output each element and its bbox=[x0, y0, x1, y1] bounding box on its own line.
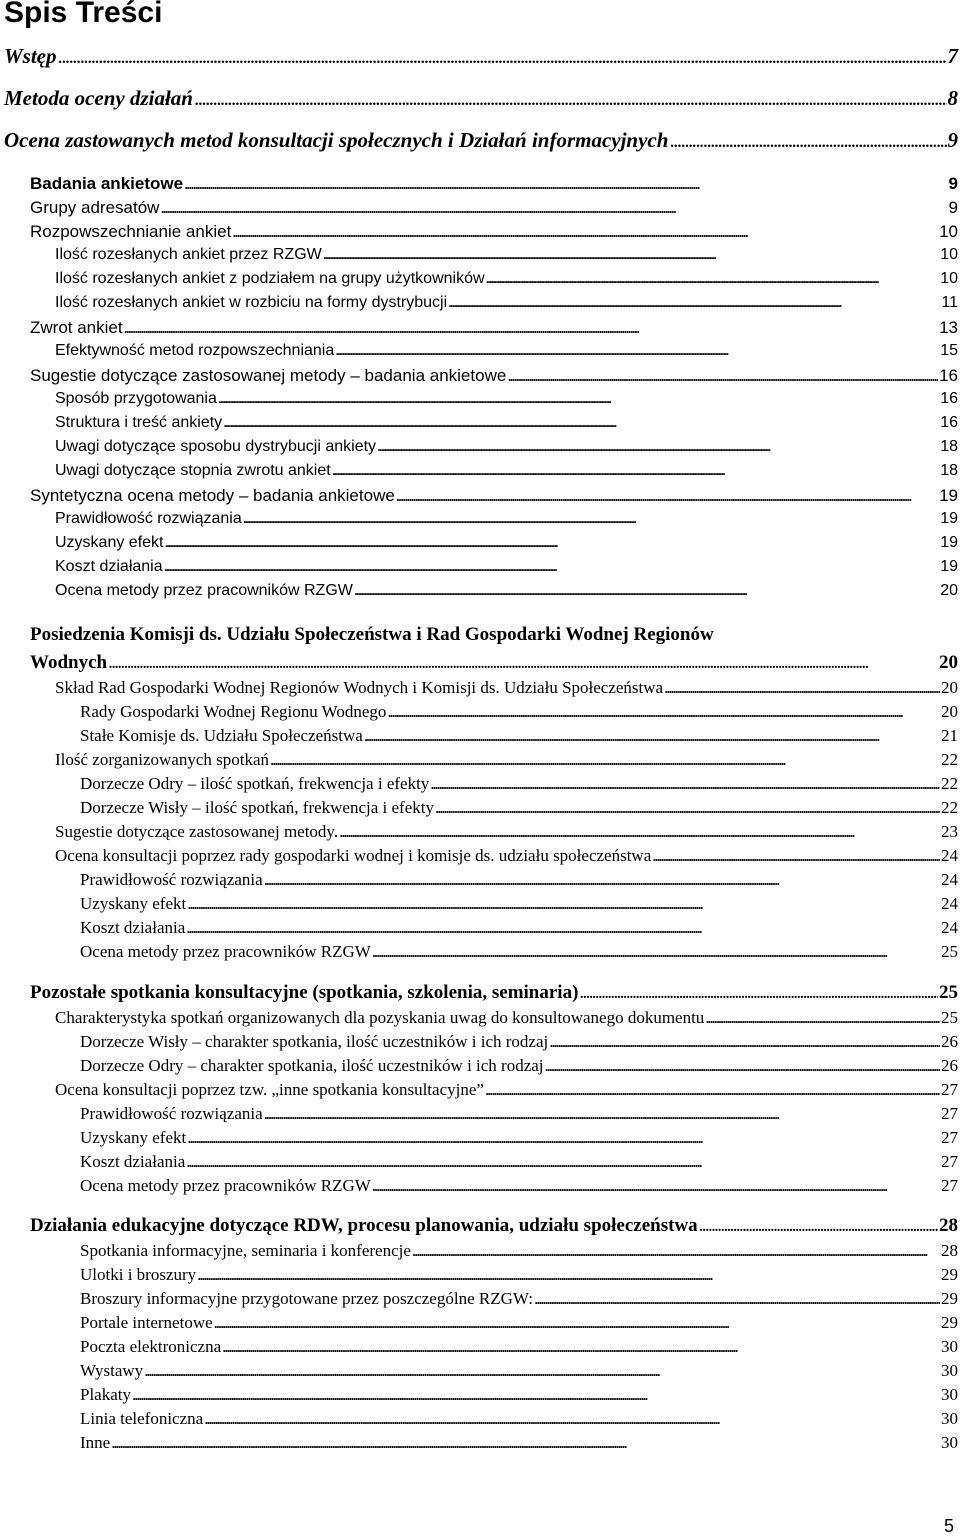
toc-entry-title: Dorzecze Wisły – ilość spotkań, frekwencja i efekty bbox=[80, 798, 434, 817]
toc-entry-title: Ocena konsultacji poprzez tzw. „inne spotkania konsultacyjne” bbox=[55, 1080, 484, 1099]
toc-leader-dots bbox=[323, 246, 939, 264]
toc-entry-title: Wstęp bbox=[4, 44, 57, 68]
toc-entry-title: Efektywność metod rozpowszechniania bbox=[55, 342, 335, 359]
toc-leader-dots bbox=[194, 86, 947, 111]
toc-entry[interactable] bbox=[80, 918, 958, 942]
toc-entry-title: Zwrot ankiet bbox=[30, 318, 123, 337]
toc-leader-dots bbox=[652, 846, 940, 866]
toc-page-number: 18 bbox=[940, 462, 958, 479]
toc-entry-title: Syntetyczna ocena metody – badania ankietowe bbox=[30, 486, 395, 505]
toc-entry-title: Sposób przygotowania bbox=[55, 390, 217, 407]
toc-page-number: 10 bbox=[940, 246, 958, 263]
toc-leader-dots bbox=[58, 44, 947, 69]
toc-leader-dots bbox=[412, 1241, 940, 1261]
toc-leader-dots bbox=[186, 918, 940, 938]
toc-entry-title: Struktura i treść ankiety bbox=[55, 414, 223, 431]
toc-page-number: 27 bbox=[941, 1080, 958, 1099]
toc-entry[interactable] bbox=[55, 438, 958, 462]
toc-page-number: 30 bbox=[941, 1361, 958, 1380]
toc-page-number: 16 bbox=[940, 390, 958, 407]
toc-page-number: 23 bbox=[941, 822, 958, 841]
toc-page-number: 28 bbox=[939, 1215, 958, 1236]
toc-leader-dots bbox=[222, 1337, 940, 1357]
toc-entry-title: Skład Rad Gospodarki Wodnej Regionów Wodnych i Komisji ds. Udziału Społeczeństwa bbox=[55, 678, 664, 697]
toc-entry-title: Uzyskany efekt bbox=[55, 534, 164, 551]
toc-leader-dots bbox=[485, 1080, 940, 1100]
toc-entry[interactable] bbox=[80, 894, 958, 918]
toc-entry[interactable] bbox=[55, 246, 958, 270]
toc-entry[interactable] bbox=[55, 534, 958, 558]
toc-page-number: 19 bbox=[939, 486, 958, 505]
toc-entry-title: Sugestie dotyczące zastosowanej metody – badania ankietowe bbox=[30, 366, 507, 385]
toc-entry-title: Koszt działania bbox=[80, 918, 186, 937]
toc-leader-dots bbox=[264, 1104, 940, 1124]
toc-leader-dots bbox=[186, 1152, 940, 1172]
toc-entry[interactable] bbox=[80, 1409, 958, 1433]
toc-page-number: 20 bbox=[941, 702, 958, 721]
toc-entry-title: Uwagi dotyczące stopnia zwrotu ankiet bbox=[55, 462, 331, 479]
toc-page-number: 16 bbox=[940, 414, 958, 431]
toc-entry[interactable] bbox=[80, 1433, 958, 1457]
toc-entry[interactable] bbox=[30, 222, 958, 246]
toc-leader-dots bbox=[223, 414, 939, 432]
toc-page-number: 26 bbox=[941, 1056, 958, 1075]
toc-entry-title: Grupy adresatów bbox=[30, 198, 160, 217]
toc-page-number: 18 bbox=[940, 438, 958, 455]
toc-entry[interactable] bbox=[80, 1313, 958, 1337]
toc-entry[interactable] bbox=[4, 128, 958, 158]
toc-leader-dots bbox=[332, 462, 940, 480]
toc-entry[interactable] bbox=[80, 702, 958, 726]
toc-page-number: 13 bbox=[939, 318, 958, 337]
toc-entry[interactable] bbox=[30, 174, 958, 198]
toc-entry[interactable] bbox=[30, 982, 958, 1008]
toc-page-number: 26 bbox=[941, 1032, 958, 1051]
toc-page-number: 10 bbox=[939, 222, 958, 241]
toc-leader-dots bbox=[187, 894, 940, 914]
toc-entry-title: Wystawy bbox=[80, 1361, 144, 1380]
toc-entry[interactable] bbox=[55, 582, 958, 606]
toc-page-number: 29 bbox=[941, 1313, 958, 1332]
toc-entry-title: Uzyskany efekt bbox=[80, 894, 187, 913]
toc-entry-title: Pozostałe spotkania konsultacyjne (spotkania, szkolenia, seminaria) bbox=[30, 982, 579, 1003]
toc-entry[interactable] bbox=[80, 1128, 958, 1152]
toc-leader-dots bbox=[144, 1361, 940, 1381]
toc-page-number: 15 bbox=[940, 342, 958, 359]
toc-page-number: 22 bbox=[941, 798, 958, 817]
toc-entry-title: Rozpowszechnianie ankiet bbox=[30, 222, 232, 241]
toc-leader-dots bbox=[197, 1265, 940, 1285]
toc-entry[interactable] bbox=[30, 318, 958, 342]
toc-entry[interactable] bbox=[55, 1008, 958, 1032]
toc-page-number: 20 bbox=[939, 652, 958, 673]
toc-leader-dots bbox=[396, 486, 938, 506]
toc-leader-dots bbox=[264, 870, 940, 890]
toc-entry-title: Działania edukacyjne dotyczące RDW, procesu planowania, udziału społeczeństwa bbox=[30, 1215, 698, 1236]
toc-leader-dots bbox=[364, 726, 940, 746]
toc-entry-title: Ilość rozesłanych ankiet w rozbiciu na formy dystrybucji bbox=[55, 294, 448, 311]
toc-page-number: 19 bbox=[940, 510, 958, 527]
toc-leader-dots bbox=[534, 1289, 940, 1309]
toc-leader-dots bbox=[187, 1128, 940, 1148]
toc-page-number: 25 bbox=[939, 982, 958, 1003]
toc-page-number: 24 bbox=[941, 846, 958, 865]
toc-entry[interactable] bbox=[80, 1361, 958, 1385]
toc-entry[interactable] bbox=[80, 942, 958, 966]
toc-entry[interactable] bbox=[30, 198, 958, 222]
toc-leader-dots bbox=[387, 702, 940, 722]
toc-leader-dots bbox=[335, 342, 939, 360]
toc-entry[interactable] bbox=[55, 822, 958, 846]
toc-entry-title: Sugestie dotyczące zastosowanej metody. bbox=[55, 822, 339, 841]
toc-entry-title: Dorzecze Odry – ilość spotkań, frekwencja i efekty bbox=[80, 774, 430, 793]
toc-page-number: 24 bbox=[941, 918, 958, 937]
toc-entry[interactable] bbox=[55, 270, 958, 294]
toc-entry[interactable] bbox=[80, 1104, 958, 1128]
toc-entry[interactable] bbox=[80, 1265, 958, 1289]
toc-leader-dots bbox=[204, 1409, 940, 1429]
toc-entry[interactable] bbox=[4, 86, 958, 116]
page-title: Spis Treści bbox=[4, 0, 163, 29]
toc-page-number: 30 bbox=[941, 1385, 958, 1404]
toc-leader-dots bbox=[372, 942, 940, 962]
toc-page-number: 19 bbox=[940, 558, 958, 575]
toc-leader-dots bbox=[669, 128, 946, 153]
toc-entry-title: Ocena metody przez pracowników RZGW bbox=[80, 1176, 371, 1195]
toc-leader-dots bbox=[430, 774, 940, 794]
toc-entry[interactable] bbox=[80, 1032, 958, 1056]
toc-entry-title: Spotkania informacyjne, seminaria i konferencje bbox=[80, 1241, 411, 1260]
toc-leader-dots bbox=[132, 1385, 940, 1405]
toc-leader-dots bbox=[243, 510, 939, 528]
toc-page-number: 19 bbox=[940, 534, 958, 551]
page-number: 5 bbox=[943, 1516, 954, 1536]
toc-entry[interactable] bbox=[55, 510, 958, 534]
toc-leader-dots bbox=[270, 750, 940, 770]
toc-entry[interactable] bbox=[80, 726, 958, 750]
toc-entry[interactable] bbox=[55, 678, 958, 702]
toc-entry[interactable] bbox=[80, 1176, 958, 1200]
toc-entry[interactable] bbox=[55, 846, 958, 870]
toc-entry-title: Charakterystyka spotkań organizowanych dla pozyskania uwag do konsultowanego dokumentu bbox=[55, 1008, 705, 1027]
toc-entry-title: Portale internetowe bbox=[80, 1313, 213, 1332]
toc-leader-dots bbox=[507, 366, 938, 386]
toc-entry-title: Ocena metody przez pracowników RZGW bbox=[80, 942, 371, 961]
toc-entry[interactable] bbox=[55, 390, 958, 414]
toc-leader-dots bbox=[160, 198, 947, 218]
toc-leader-dots bbox=[377, 438, 939, 456]
toc-page-number: 30 bbox=[941, 1337, 958, 1356]
toc-leader-dots bbox=[339, 822, 940, 842]
toc-entry[interactable] bbox=[55, 558, 958, 582]
toc-page-number: 11 bbox=[941, 294, 958, 311]
toc-page-number: 24 bbox=[941, 894, 958, 913]
toc-leader-dots bbox=[354, 582, 939, 600]
toc-entry[interactable] bbox=[80, 1241, 958, 1265]
toc-leader-dots bbox=[164, 558, 940, 576]
toc-entry-title: Ocena konsultacji poprzez rady gospodarki wodnej i komisje ds. udziału społeczeństwa bbox=[55, 846, 652, 865]
toc-entry-title: Uzyskany efekt bbox=[80, 1128, 187, 1147]
toc-entry[interactable] bbox=[30, 652, 958, 678]
toc-page-number: 9 bbox=[948, 174, 958, 193]
toc-entry[interactable] bbox=[80, 798, 958, 822]
toc-leader-dots bbox=[111, 1433, 940, 1453]
toc-leader-dots bbox=[435, 798, 940, 818]
toc-entry-title: Dorzecze Wisły – charakter spotkania, ilość uczestników i ich rodzaj bbox=[80, 1032, 549, 1051]
toc-page-number: 25 bbox=[941, 1008, 958, 1027]
toc-entry[interactable] bbox=[80, 774, 958, 798]
toc-page-number: 27 bbox=[941, 1104, 958, 1123]
toc-entry[interactable] bbox=[55, 462, 958, 486]
toc-leader-dots bbox=[184, 174, 947, 194]
toc-page-number: 24 bbox=[941, 870, 958, 889]
toc-leader-dots bbox=[705, 1008, 940, 1028]
toc-page-number: 29 bbox=[941, 1265, 958, 1284]
toc-entry[interactable] bbox=[55, 1080, 958, 1104]
toc-entry-title: Ilość zorganizowanych spotkań bbox=[55, 750, 270, 769]
toc-page-number: 16 bbox=[939, 366, 958, 385]
toc-page-number: 20 bbox=[940, 582, 958, 599]
toc-leader-dots bbox=[124, 318, 938, 338]
toc-entry-title: Metoda oceny działań bbox=[4, 86, 193, 110]
toc-leader-dots bbox=[545, 1056, 940, 1076]
toc-entry-title: Koszt działania bbox=[55, 558, 163, 575]
toc-entry[interactable] bbox=[80, 1289, 958, 1313]
toc-entry[interactable] bbox=[30, 366, 958, 390]
toc-leader-dots bbox=[579, 982, 938, 1004]
toc-leader-dots bbox=[699, 1215, 938, 1237]
toc-entry-title: Inne bbox=[80, 1433, 111, 1452]
toc-page-number: 8 bbox=[947, 86, 958, 110]
toc-entry-wrapped-first-line[interactable]: Posiedzenia Komisji ds. Udziału Społeczeństwa i Rad Gospodarki Wodnej Regionów bbox=[30, 624, 714, 645]
toc-entry-title: Badania ankietowe bbox=[30, 174, 184, 193]
toc-page-number: 10 bbox=[940, 270, 958, 287]
toc-entry[interactable] bbox=[80, 1152, 958, 1176]
toc-entry-title: Prawidłowość rozwiązania bbox=[55, 510, 242, 527]
toc-page-number: 20 bbox=[941, 678, 958, 697]
toc-entry-title: Dorzecze Odry – charakter spotkania, ilość uczestników i ich rodzaj bbox=[80, 1056, 544, 1075]
toc-page-number: 7 bbox=[947, 44, 958, 68]
toc-entry[interactable] bbox=[55, 342, 958, 366]
toc-leader-dots bbox=[108, 652, 938, 674]
toc-entry-title: Linia telefoniczna bbox=[80, 1409, 204, 1428]
toc-entry[interactable] bbox=[80, 1337, 958, 1361]
toc-leader-dots bbox=[549, 1032, 940, 1052]
toc-leader-dots bbox=[664, 678, 940, 698]
toc-entry[interactable] bbox=[55, 750, 958, 774]
toc-entry-title: Uwagi dotyczące sposobu dystrybucji ankiety bbox=[55, 438, 377, 455]
toc-leader-dots bbox=[218, 390, 939, 408]
toc-page-number: 27 bbox=[941, 1128, 958, 1147]
toc-entry-title: Ilość rozesłanych ankiet przez RZGW bbox=[55, 246, 322, 263]
toc-page-number: 9 bbox=[948, 198, 958, 217]
toc-page-number: 9 bbox=[947, 128, 958, 152]
toc-page-number: 22 bbox=[941, 750, 958, 769]
toc-entry-title: Poczta elektroniczna bbox=[80, 1337, 222, 1356]
toc-entry[interactable] bbox=[80, 1385, 958, 1409]
toc-page-number: 30 bbox=[941, 1433, 958, 1452]
toc-entry[interactable] bbox=[30, 486, 958, 510]
toc-entry[interactable] bbox=[55, 414, 958, 438]
toc-entry-title: Stałe Komisje ds. Udziału Społeczeństwa bbox=[80, 726, 363, 745]
toc-page-number: 22 bbox=[941, 774, 958, 793]
toc-leader-dots bbox=[214, 1313, 940, 1333]
toc-page-number: 29 bbox=[941, 1289, 958, 1308]
toc-entry-title: Ocena zastowanych metod konsultacji społecznych i Działań informacyjnych bbox=[4, 128, 669, 152]
toc-leader-dots bbox=[372, 1176, 940, 1196]
toc-entry[interactable] bbox=[80, 870, 958, 894]
toc-entry-title: Koszt działania bbox=[80, 1152, 186, 1171]
toc-entry[interactable] bbox=[55, 294, 958, 318]
toc-entry-title: Wodnych bbox=[30, 652, 108, 673]
toc-entry-title: Rady Gospodarki Wodnej Regionu Wodnego bbox=[80, 702, 387, 721]
toc-leader-dots bbox=[164, 534, 939, 552]
toc-entry-title: Ilość rozesłanych ankiet z podziałem na grupy użytkowników bbox=[55, 270, 485, 287]
toc-page-number: 27 bbox=[941, 1176, 958, 1195]
toc-page-number: 30 bbox=[941, 1409, 958, 1428]
toc-entry-title: Ulotki i broszury bbox=[80, 1265, 197, 1284]
toc-entry-title: Ocena metody przez pracowników RZGW bbox=[55, 582, 353, 599]
toc-entry-title: Broszury informacyjne przygotowane przez poszczególne RZGW: bbox=[80, 1289, 533, 1308]
toc-entry[interactable] bbox=[80, 1056, 958, 1080]
toc-entry-title: Prawidłowość rozwiązania bbox=[80, 1104, 263, 1123]
toc-page-number: 25 bbox=[941, 942, 958, 961]
toc-entry[interactable] bbox=[30, 1215, 958, 1241]
toc-page-number: 27 bbox=[941, 1152, 958, 1171]
toc-page-number: 21 bbox=[941, 726, 958, 745]
toc-leader-dots bbox=[232, 222, 938, 242]
toc-entry[interactable] bbox=[4, 44, 958, 74]
toc-entry-title: Plakaty bbox=[80, 1385, 131, 1404]
toc-leader-dots bbox=[486, 270, 940, 288]
toc-leader-dots bbox=[448, 294, 940, 312]
toc-entry-title: Prawidłowość rozwiązania bbox=[80, 870, 263, 889]
toc-page-number: 28 bbox=[941, 1241, 958, 1260]
